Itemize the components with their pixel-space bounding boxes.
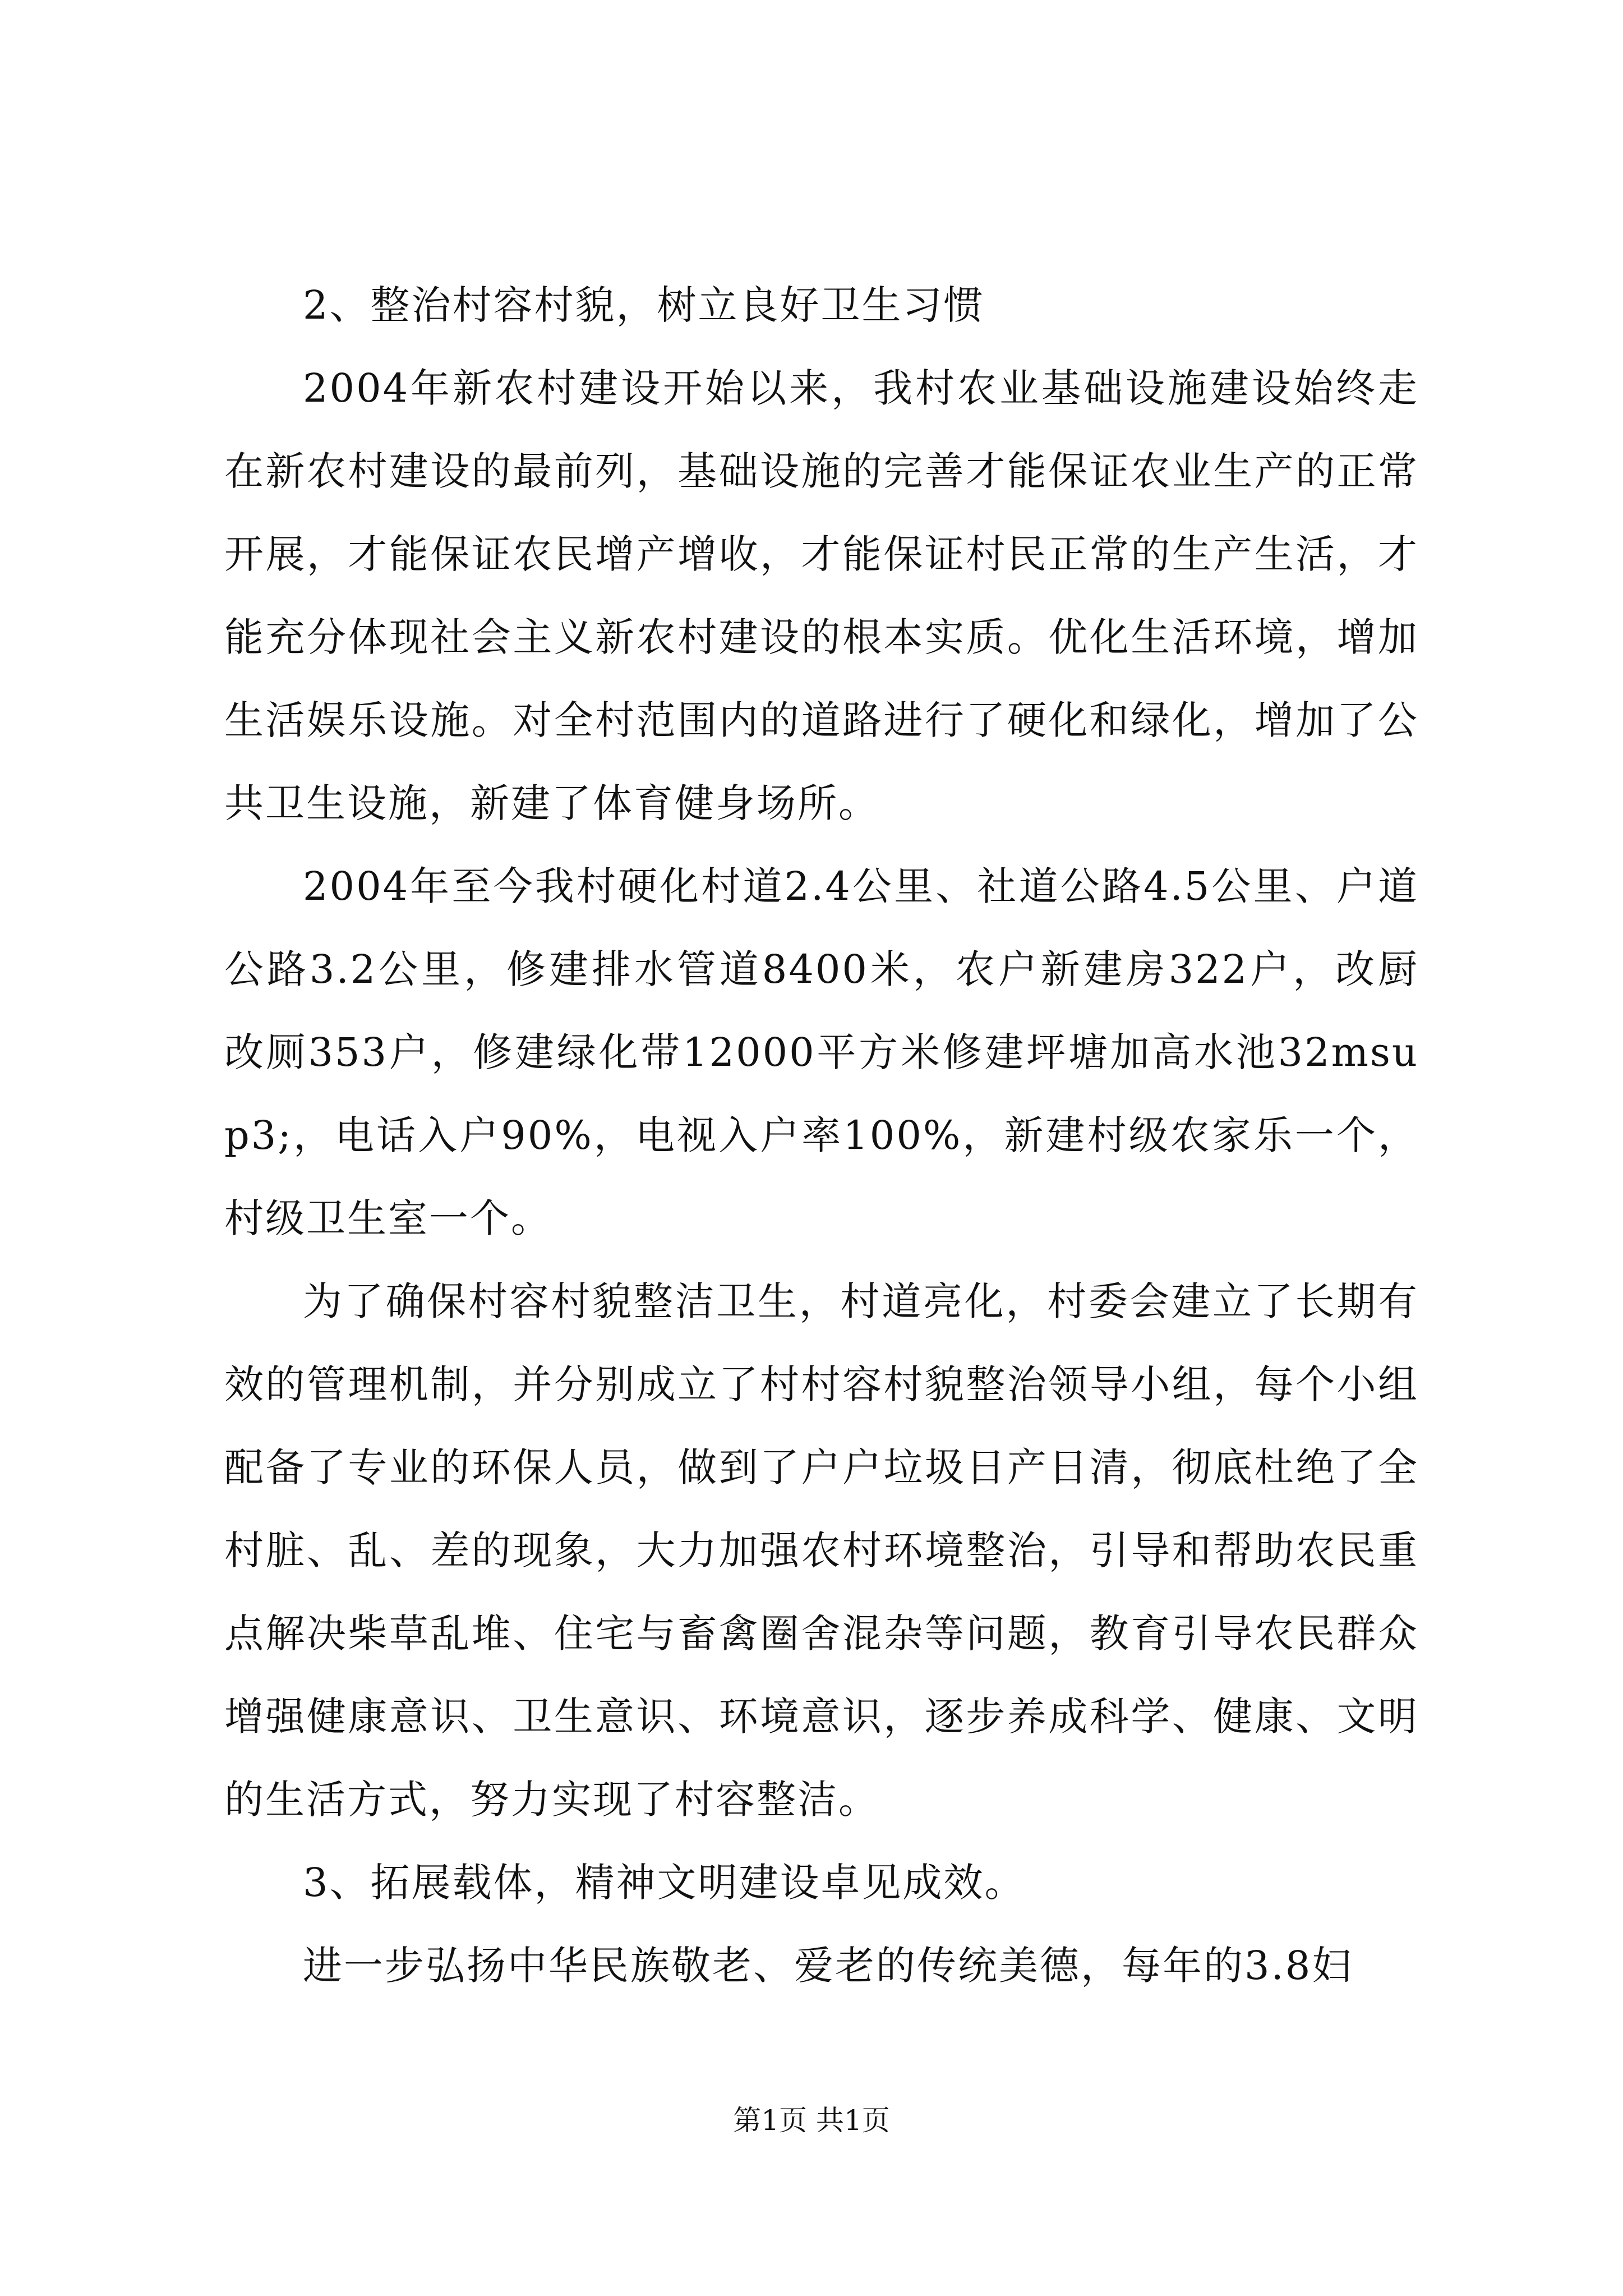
paragraph-traditions: 进一步弘扬中华民族敬老、爱老的传统美德，每年的3.8妇 [303, 1943, 1353, 1989]
section-heading-2: 2、整治村容村貌，树立良好卫生习惯 [303, 282, 985, 328]
section-heading-3: 3、拓展载体，精神文明建设卓见成效。 [303, 1860, 1026, 1906]
page-footer: 第1页 共1页 [733, 2104, 890, 2137]
paragraph-sanitation: 为了确保村容村貌整洁卫生，村道亮化，村委会建立了长期有效的管理机制，并分别成立了村村容村貌整治领导小组，每个小组配备了专业的环保人员，做到了户户垃圾日产日清，彻底杜绝了全村脏、乱、差的现象，大力加强农村环境整治，引导和帮助农民重点解决柴草乱堆、住宅与畜禽圈舍混杂等问题，教育引导农民群众增强健康意识、卫生意识、环境意识，逐步养成科学、健康、文明的生活方式，努力实现了村容整洁。 [224, 1278, 1419, 1823]
document-body [224, 264, 1419, 2007]
paragraph-statistics: 2004年至今我村硬化村道2.4公里、社道公路4.5公里、户道公路3.2公里，修建排水管道8400米，农户新建房322户，改厨改厕353户，修建绿化带12000平方米修建坪塘加高水池32msup3;，电话入户90%，电视入户率100%，新建村级农家乐一个，村级卫生室一个。 [224, 863, 1419, 1241]
paragraph-infrastructure: 2004年新农村建设开始以来，我村农业基础设施建设始终走在新农村建设的最前列，基础设施的完善才能保证农业生产的正常开展，才能保证农民增产增收，才能保证村民正常的生产生活，才能充分体现社会主义新农村建设的根本实质。优化生活环境，增加生活娱乐设施。对全村范围内的道路进行了硬化和绿化，增加了公共卫生设施，新建了体育健身场所。 [224, 365, 1419, 826]
